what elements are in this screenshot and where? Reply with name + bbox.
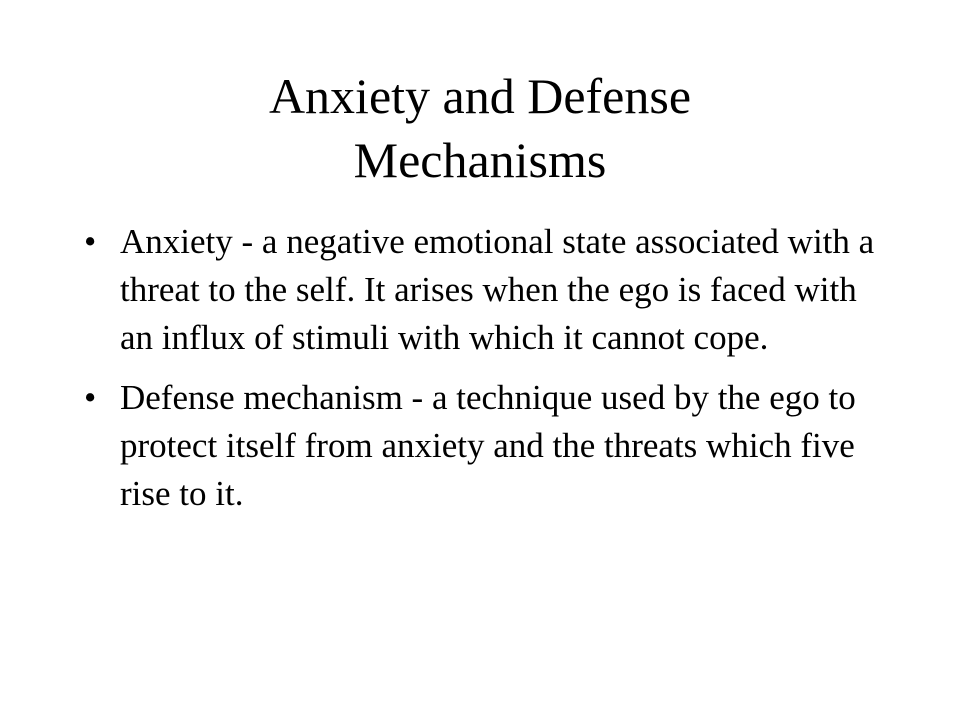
bullet-text: Defense mechanism - a technique used by the ego to protect itself from anxiety and the threats which five rise to it. xyxy=(120,378,856,513)
slide-title-line-1: Anxiety and Defense xyxy=(268,68,692,124)
bullet-list xyxy=(80,218,880,530)
bullet-item-defense-mechanism xyxy=(80,374,880,518)
slide-title-line-2: Mechanisms xyxy=(353,132,607,188)
bullet-text: Anxiety - a negative emotional state associated with a threat to the self. It arises when the ego is faced with an influx of stimuli with which it cannot cope. xyxy=(120,222,875,357)
slide-title xyxy=(80,64,880,192)
bullet-item-anxiety xyxy=(80,218,880,362)
bullet-marker: • xyxy=(84,222,97,261)
bullet-marker: • xyxy=(84,378,97,417)
